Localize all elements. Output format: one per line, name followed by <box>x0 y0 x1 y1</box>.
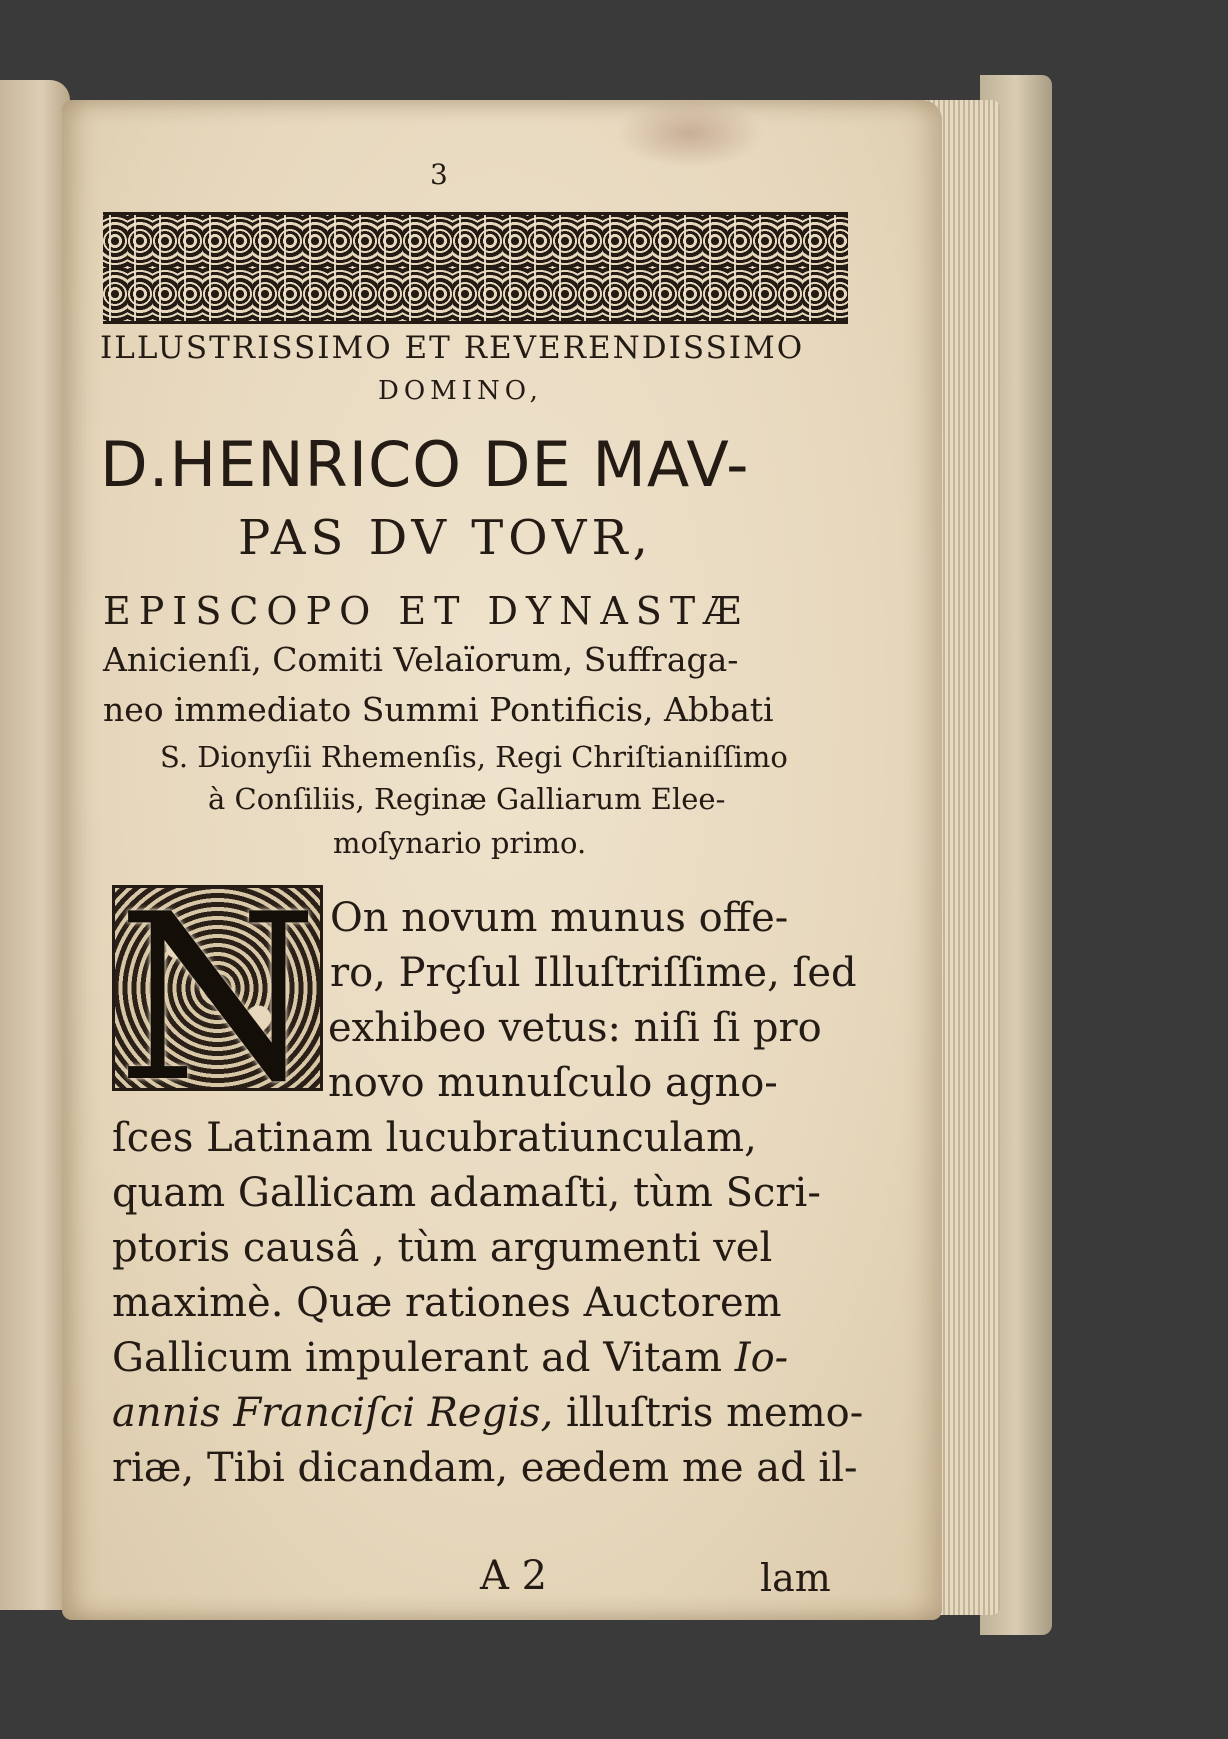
decorated-initial-letter: N <box>116 866 319 1133</box>
body-line-9 <box>112 1335 788 1381</box>
body-line-10-text: illuſtris memo- <box>565 1390 864 1436</box>
dedicatee-sub-3: S. Dionyſii Rhemenſis, Regi Chriſtianiſſimo <box>160 740 788 774</box>
water-stain <box>615 98 765 168</box>
signature-mark: A 2 <box>480 1553 548 1599</box>
body-line-2: ro, Prçſul Illuſtriſſime, ſed <box>330 950 857 996</box>
dedicatee-sub-4: à Conſiliis, Reginæ Galliarum Elee- <box>208 782 726 816</box>
dedicatee-sub-5: moſynario primo. <box>333 826 587 860</box>
ornamental-border <box>103 212 848 324</box>
body-line-6: quam Gallicam adamaſti, tùm Scri- <box>112 1170 821 1216</box>
left-page-edge <box>0 80 70 1610</box>
dedicatee-title: EPISCOPO ET DYNASTÆ <box>103 589 750 633</box>
decorated-initial <box>112 866 323 1133</box>
dedicatee-name-1: D.HENRICO DE MAV- <box>100 428 750 501</box>
dedication-line-1: ILLUSTRISSIMO ET REVERENDISSIMO <box>100 330 805 366</box>
dedicatee-sub-1: Anicienſi, Comiti Velaïorum, Suffraga- <box>103 640 739 679</box>
body-line-9-text: Gallicum impulerant ad Vitam <box>112 1335 723 1381</box>
body-line-11: riæ, Tibi dicandam, eædem me ad il- <box>112 1445 858 1491</box>
body-line-7: ptoris causâ , tùm argumenti vel <box>112 1225 773 1271</box>
page-number: 3 <box>430 158 448 191</box>
catchword: lam <box>760 1556 831 1600</box>
body-line-10 <box>112 1390 863 1436</box>
body-line-1: On novum munus offe- <box>330 895 789 941</box>
body-line-5: ſces Latinam lucubratiunculam, <box>112 1115 757 1161</box>
dedication-line-2: DOMINO, <box>378 376 543 406</box>
dedicatee-sub-2: neo immediato Summi Pontificis, Abbati <box>103 690 774 729</box>
body-line-8: maximè. Quæ rationes Auctorem <box>112 1280 782 1326</box>
dedicatee-name-2: PAS DV TOVR, <box>238 510 653 566</box>
body-line-3: exhibeo vetus: niſi ſi pro <box>328 1005 822 1051</box>
body-line-4: novo munuſculo agno- <box>328 1060 778 1106</box>
body-line-9-italic: Io- <box>734 1335 789 1381</box>
body-line-10-italic: annis Franciſci Regis, <box>112 1390 554 1436</box>
